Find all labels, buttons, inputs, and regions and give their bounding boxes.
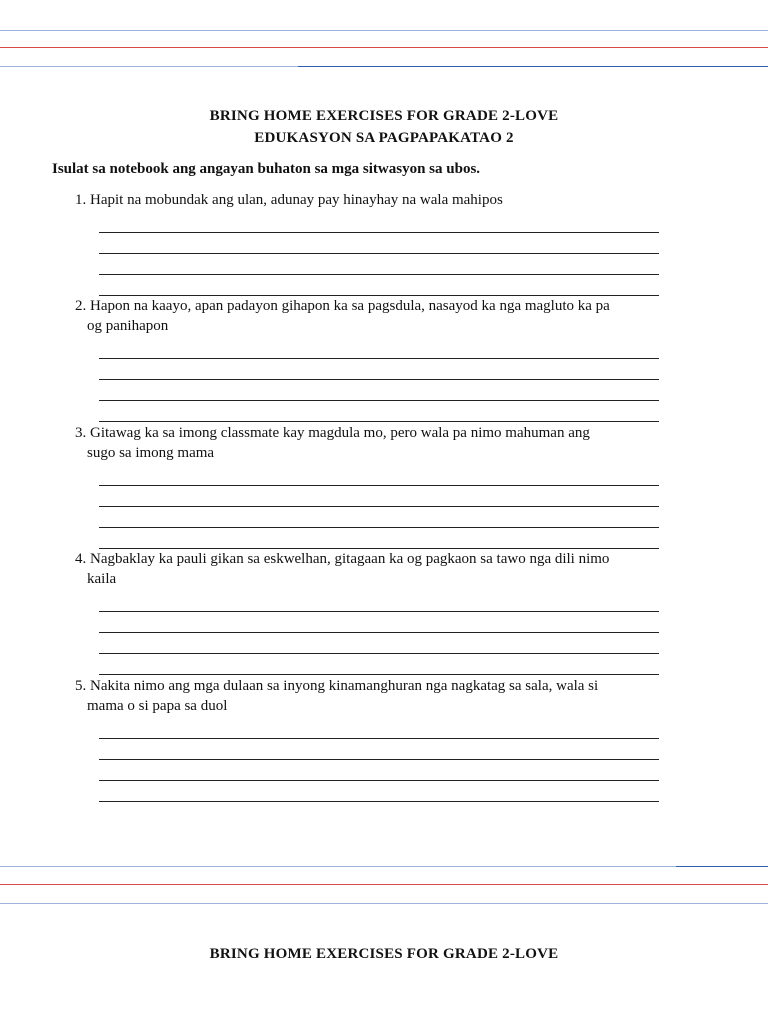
answer-line[interactable] <box>99 234 659 254</box>
answer-line[interactable] <box>99 719 659 739</box>
question-2 <box>75 296 735 423</box>
answer-line[interactable] <box>99 255 659 275</box>
answer-line[interactable] <box>99 634 659 654</box>
bottom-blue-rule-2 <box>0 903 768 904</box>
question-4-text: 4. Nagbaklay ka pauli gikan sa eskwelhan, gitagaan ka og pagkaon sa tawo nga dili nimo <box>75 551 610 567</box>
question-5-text-continued: mama o si papa sa duol <box>87 698 228 714</box>
question-2-text-continued: og panihapon <box>87 318 169 334</box>
answer-lines-5 <box>99 719 735 802</box>
question-4 <box>75 549 735 676</box>
answer-lines-4 <box>99 592 735 675</box>
question-3-text: 3. Gitawag ka sa imong classmate kay magdula mo, pero wala pa nimo mahuman ang <box>75 425 590 441</box>
top-red-rule <box>0 47 768 48</box>
worksheet-title: BRING HOME EXERCISES FOR GRADE 2-LOVE <box>209 108 559 124</box>
question-5 <box>75 676 735 803</box>
answer-line[interactable] <box>99 655 659 675</box>
top-accent-rule <box>298 66 768 67</box>
bottom-red-rule <box>0 884 768 885</box>
bottom-accent-rule <box>676 866 768 867</box>
question-3 <box>75 423 735 550</box>
answer-line[interactable] <box>99 381 659 401</box>
answer-lines-2 <box>99 339 735 422</box>
question-3-text-continued: sugo sa imong mama <box>87 445 215 461</box>
answer-line[interactable] <box>99 508 659 528</box>
answer-line[interactable] <box>99 213 659 233</box>
answer-line[interactable] <box>99 487 659 507</box>
answer-lines-1 <box>99 213 735 296</box>
instruction-text: Isulat sa notebook ang angayan buhaton sa mga sitwasyon sa ubos. <box>52 161 481 177</box>
top-blue-rule-1 <box>0 30 768 31</box>
question-2-text: 2. Hapon na kaayo, apan padayon gihapon ka sa pagsdula, nasayod ka nga magluto ka pa <box>75 298 610 314</box>
answer-line[interactable] <box>99 339 659 359</box>
question-4-text-continued: kaila <box>87 571 117 587</box>
answer-lines-3 <box>99 466 735 549</box>
answer-line[interactable] <box>99 360 659 380</box>
answer-line[interactable] <box>99 592 659 612</box>
answer-line[interactable] <box>99 782 659 802</box>
answer-line[interactable] <box>99 761 659 781</box>
answer-line[interactable] <box>99 402 659 422</box>
question-5-text: 5. Nakita nimo ang mga dulaan sa inyong kinamanghuran nga nagkatag sa sala, wala si <box>75 678 599 694</box>
answer-line[interactable] <box>99 466 659 486</box>
bottom-blue-rule-1 <box>0 866 768 867</box>
answer-line[interactable] <box>99 740 659 760</box>
answer-line[interactable] <box>99 276 659 296</box>
question-1-text: 1. Hapit na mobundak ang ulan, adunay pay hinayhay na wala mahipos <box>75 192 503 208</box>
question-1 <box>75 190 735 297</box>
answer-line[interactable] <box>99 613 659 633</box>
answer-line[interactable] <box>99 529 659 549</box>
next-page-title: BRING HOME EXERCISES FOR GRADE 2-LOVE <box>209 946 559 962</box>
worksheet-subtitle: EDUKASYON SA PAGPAPAKATAO 2 <box>254 130 514 146</box>
